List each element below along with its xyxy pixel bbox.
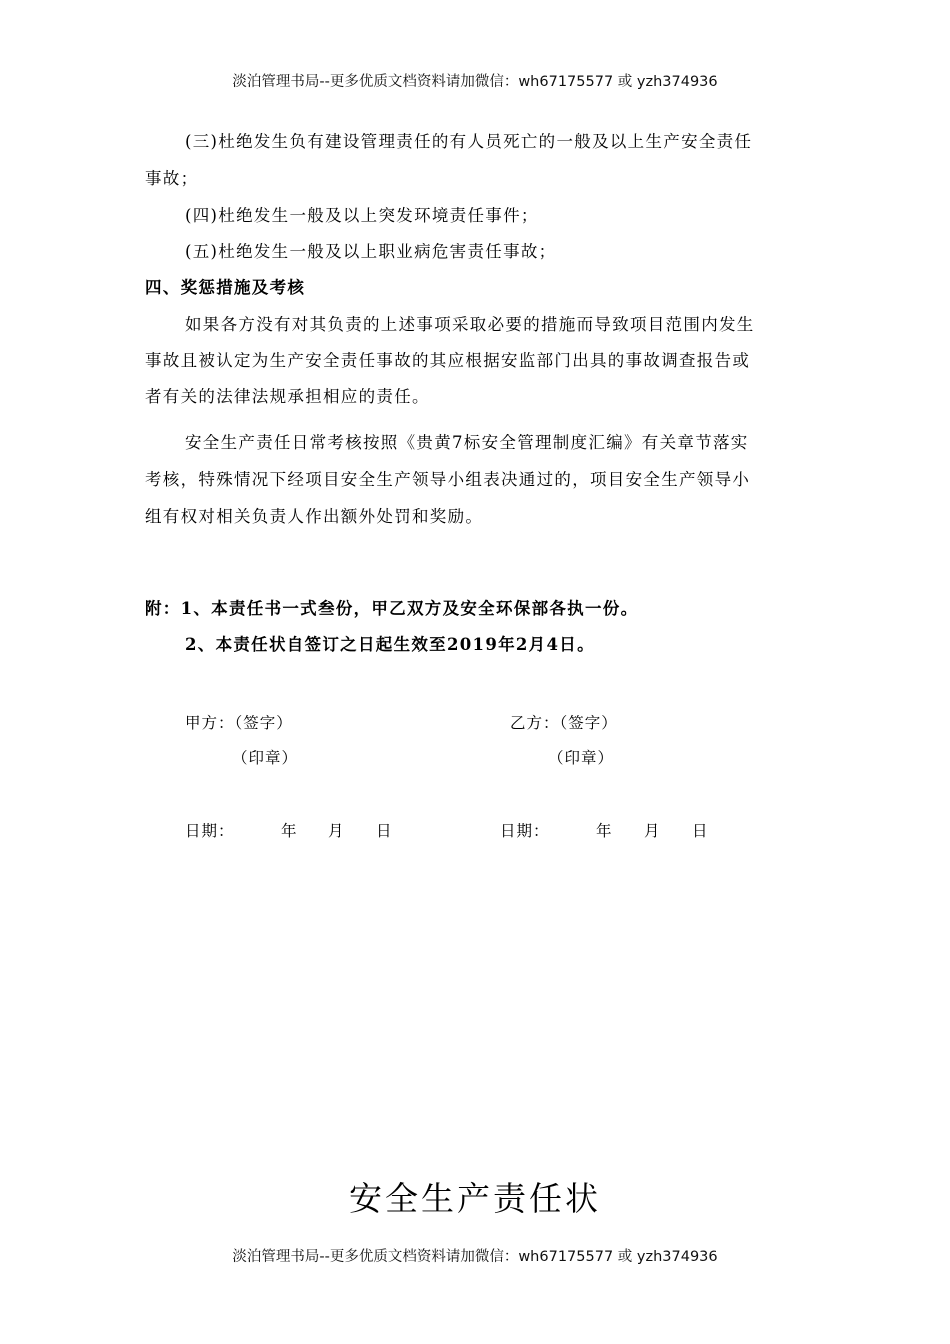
party-a-date-label: 日期：: [185, 822, 235, 840]
party-b-date-year: 年: [596, 822, 613, 840]
party-a-date-day: 日: [376, 822, 393, 840]
party-b-seal: （印章）: [548, 749, 615, 767]
item-5: (五)杜绝发生一般及以上职业病危害责任事故；: [185, 242, 557, 261]
section-4-p2-line-1: 安全生产责任日常考核按照《贵黄7标安全管理制度汇编》有关章节落实: [185, 433, 749, 452]
watermark-header: 淡泊管理书局--更多优质文档资料请加微信：wh67175577 或 yzh374936: [232, 74, 718, 90]
item-4: (四)杜绝发生一般及以上突发环境责任事件；: [185, 206, 539, 225]
section-4-p1-line-1: 如果各方没有对其负责的上述事项采取必要的措施而导致项目范围内发生: [185, 315, 755, 334]
section-4-p1-line-2: 事故且被认定为生产安全责任事故的其应根据安监部门出具的事故调查报告或: [145, 351, 751, 370]
attachment-line-1: 附：1、本责任书一式叁份，甲乙双方及安全环保部各执一份。: [145, 599, 639, 618]
attachment-line-2: 2、本责任状自签订之日起生效至2019年2月4日。: [185, 635, 595, 654]
party-a-date-year: 年: [281, 822, 298, 840]
section-4-p2-line-2: 考核，特殊情况下经项目安全生产领导小组表决通过的，项目安全生产领导小: [145, 470, 751, 489]
section-4-heading: 四、奖惩措施及考核: [145, 278, 306, 297]
party-b-date-day: 日: [692, 822, 709, 840]
party-b-signature: 乙方：（签字）: [510, 714, 618, 732]
party-b-date-month: 月: [644, 822, 661, 840]
section-4-p2-line-3: 组有权对相关负责人作出额外处罚和奖励。: [145, 507, 484, 526]
watermark-footer: 淡泊管理书局--更多优质文档资料请加微信：wh67175577 或 yzh374936: [232, 1249, 718, 1265]
next-page-title: 安全生产责任状: [349, 1179, 601, 1218]
item-3-line-2: 事故；: [145, 169, 199, 188]
party-a-signature: 甲方：（签字）: [185, 714, 293, 732]
party-b-date-label: 日期：: [500, 822, 550, 840]
section-4-p1-line-3: 者有关的法律法规承担相应的责任。: [145, 387, 430, 406]
party-a-seal: （印章）: [232, 749, 299, 767]
party-a-date-month: 月: [328, 822, 345, 840]
item-3-line-1: (三)杜绝发生负有建设管理责任的有人员死亡的一般及以上生产安全责任: [185, 132, 753, 151]
